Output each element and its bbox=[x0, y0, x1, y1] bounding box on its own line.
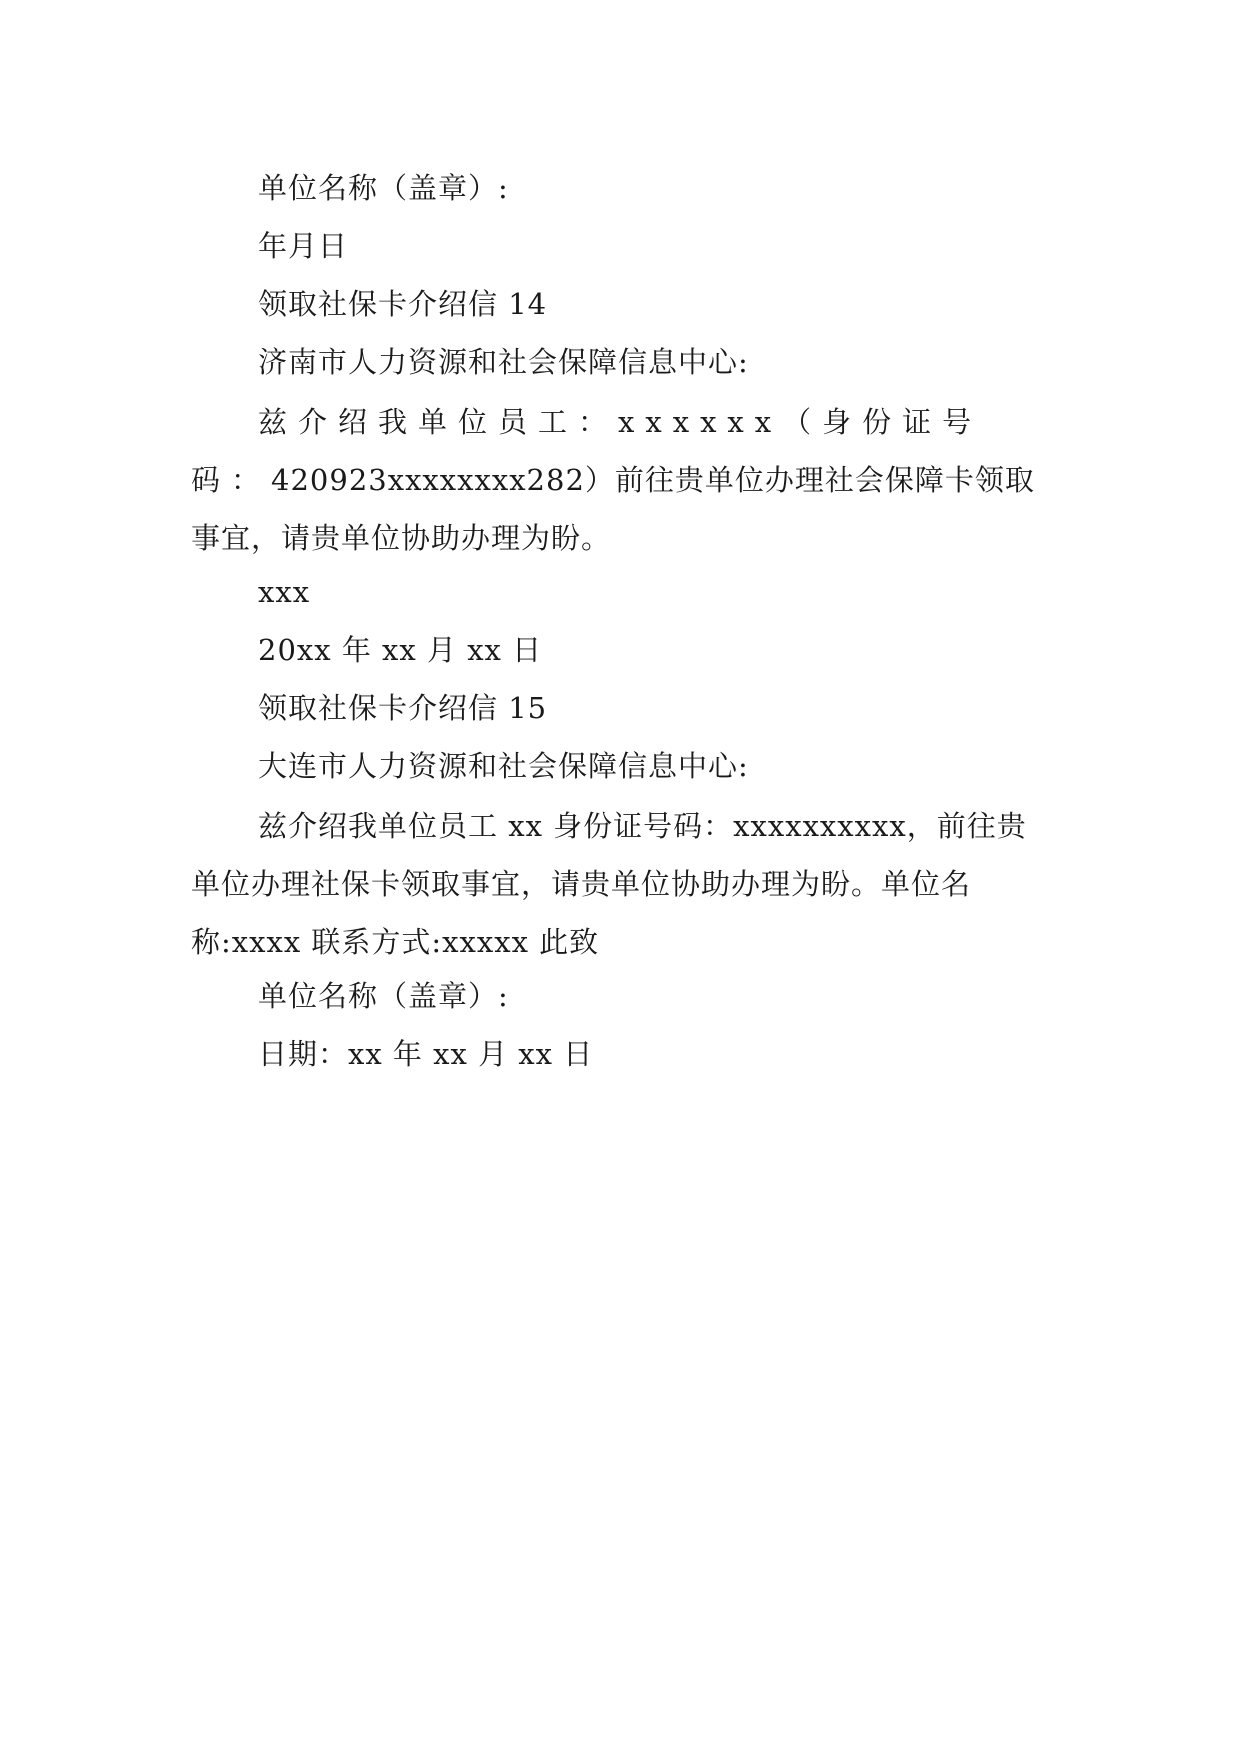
signer-line: xxx bbox=[258, 575, 311, 609]
letter-14-body-rest: 420923xxxxxxxx282）前往贵单位办理社会保障卡领取事宜，请贵单位协助办理为盼。 bbox=[191, 463, 1035, 555]
letter-15-title: 领取社保卡介绍信 15 bbox=[258, 691, 548, 725]
seal-line: 单位名称（盖章）: bbox=[258, 171, 509, 205]
letter-14-body bbox=[191, 393, 1051, 567]
date-line: 年月日 bbox=[258, 229, 349, 263]
letter-14-title: 领取社保卡介绍信 14 bbox=[258, 287, 548, 321]
addressee-dalian: 大连市人力资源和社会保障信息中心: bbox=[258, 749, 749, 783]
letter-14-body-first: 兹介绍我单位员工：xxxxxx（身份证号码： bbox=[191, 405, 983, 497]
letter-14-date: 20xx 年 xx 月 xx 日 bbox=[258, 633, 543, 667]
letter-15-body bbox=[191, 797, 1051, 971]
addressee-jinan: 济南市人力资源和社会保障信息中心: bbox=[258, 345, 749, 379]
date-line-2: 日期：xx 年 xx 月 xx 日 bbox=[258, 1037, 594, 1071]
letter-15-body-text: 兹介绍我单位员工 xx 身份证号码：xxxxxxxxxx，前往贵单位办理社保卡领取事宜，请贵单位协助办理为盼。单位名称:xxxx 联系方式:xxxxx 此致 bbox=[191, 809, 1027, 959]
seal-line-2: 单位名称（盖章）: bbox=[258, 979, 509, 1013]
